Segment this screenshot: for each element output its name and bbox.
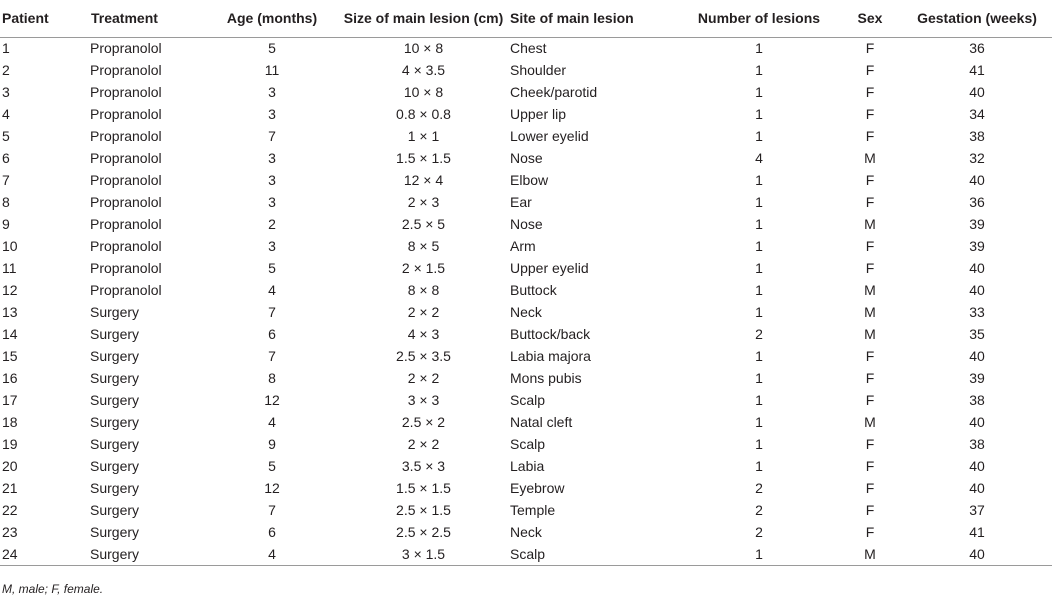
cell-site: Upper lip [510,106,567,122]
cell-age: 7 [268,348,276,364]
cell-sex: M [864,150,876,166]
header-patient: Patient [0,0,90,37]
cell-gestation: 40 [969,348,985,364]
table-row [0,125,1052,147]
cell-sex: F [865,524,875,540]
cell-size: 3 × 3 [407,392,440,408]
cell-gestation: 39 [969,238,985,254]
cell-gestation: 41 [969,62,985,78]
cell-age: 4 [268,414,276,430]
cell-treatment: Propranolol [90,216,162,232]
cell-patient: 24 [0,543,90,565]
cell-patient: 14 [2,326,18,342]
cell-sex: F [865,62,875,78]
cell-number: 1 [755,238,763,254]
cell-site: Ear [510,194,532,210]
header-gestation: Gestation (weeks) [902,0,1052,37]
cell-number: 1 [755,304,763,320]
table-footnote: M, male; F, female. [2,582,104,596]
cell-site: Nose [510,150,543,166]
cell-treatment: Propranolol [90,62,162,78]
cell-patient: 8 [2,194,10,210]
cell-treatment: Surgery [90,480,140,496]
table-row [0,235,1052,257]
cell-number: 1 [755,282,763,298]
cell-number: 2 [755,326,763,342]
cell-gestation: 32 [969,150,985,166]
cell-site: Elbow [510,172,549,188]
header-age: Age (months) [207,0,337,37]
table-row [0,433,1052,455]
cell-site: Nose [510,216,543,232]
cell-age: 3 [268,238,276,254]
cell-size: 2.5 × 1.5 [396,502,451,518]
cell-age: 5 [268,458,276,474]
cell-age: 5 [268,40,276,57]
cell-age: 6 [268,524,276,540]
cell-treatment: Surgery [90,543,207,565]
cell-patient: 6 [2,150,10,166]
cell-patient: 17 [2,392,18,408]
cell-age: 2 [268,216,276,232]
cell-site: Buttock/back [510,326,591,342]
cell-age: 5 [268,260,276,276]
cell-gestation: 38 [969,128,985,144]
cell-age: 12 [264,392,280,408]
cell-gestation: 39 [969,370,985,386]
table-row [0,389,1052,411]
header-site: Site of main lesion [510,0,680,37]
header-row [0,0,1052,37]
cell-size: 0.8 × 0.8 [396,106,451,122]
cell-patient: 5 [2,128,10,144]
table-row [0,367,1052,389]
table-row [0,411,1052,433]
cell-gestation: 38 [969,392,985,408]
cell-site: Temple [510,502,556,518]
cell-sex: F [865,370,875,386]
cell-age: 9 [268,436,276,452]
cell-sex: F [865,348,875,364]
cell-site: Buttock [510,282,557,298]
cell-age: 4 [207,543,337,565]
table-header [0,0,1052,37]
cell-site: Upper eyelid [510,260,589,276]
cell-size: 1 × 1 [407,128,440,144]
cell-age: 3 [268,150,276,166]
cell-patient: 21 [2,480,18,496]
table-row [0,191,1052,213]
cell-number: 1 [755,458,763,474]
cell-sex: F [865,172,875,188]
cell-gestation: 40 [969,414,985,430]
cell-size: 8 × 8 [407,282,440,298]
cell-number: 1 [755,436,763,452]
cell-site: Lower eyelid [510,128,589,144]
cell-number: 1 [755,172,763,188]
cell-number: 2 [755,524,763,540]
cell-site: Cheek/parotid [510,84,598,100]
cell-sex: M [864,326,876,342]
cell-number: 4 [755,150,763,166]
cell-age: 3 [268,194,276,210]
cell-size: 2.5 × 2.5 [396,524,451,540]
cell-number: 1 [755,128,763,144]
cell-gestation: 40 [969,282,985,298]
cell-treatment: Propranolol [90,128,162,144]
cell-treatment: Propranolol [90,282,162,298]
table-row [0,477,1052,499]
cell-sex: F [865,40,875,57]
cell-size: 3.5 × 3 [401,458,446,474]
cell-sex: F [865,260,875,276]
cell-sex: F [865,84,875,100]
table-row [0,323,1052,345]
header-treatment: Treatment [90,0,207,37]
cell-treatment: Surgery [90,370,140,386]
cell-patient: 2 [2,62,10,78]
cell-site: Scalp [510,436,546,452]
cell-treatment: Propranolol [90,106,162,122]
cell-size: 2.5 × 3.5 [396,348,451,364]
cell-site: Eyebrow [510,480,565,496]
cell-site: Arm [510,238,536,254]
table-row [0,455,1052,477]
cell-number: 2 [755,502,763,518]
cell-treatment: Surgery [90,436,140,452]
cell-age: 3 [268,172,276,188]
cell-gestation: 34 [969,106,985,122]
table-row [0,499,1052,521]
cell-number: 1 [755,370,763,386]
table-row [0,543,1052,565]
cell-sex: M [864,304,876,320]
cell-site: Shoulder [510,62,567,78]
cell-age: 8 [268,370,276,386]
header-sex: Sex [838,0,902,37]
cell-age: 3 [268,84,276,100]
cell-patient: 11 [2,260,17,276]
cell-gestation: 38 [969,436,985,452]
table-row [0,345,1052,367]
cell-gestation: 36 [969,194,985,210]
cell-site: Chest [510,40,547,57]
table-row [0,81,1052,103]
cell-number: 1 [755,84,763,100]
cell-patient: 9 [2,216,10,232]
cell-patient: 10 [2,238,18,254]
cell-number: 2 [755,480,763,496]
cell-treatment: Surgery [90,392,140,408]
cell-size: 2 × 1.5 [401,260,446,276]
cell-sex: F [865,194,875,210]
cell-gestation: 40 [969,172,985,188]
cell-gestation: 40 [902,543,1052,565]
cell-size: 3 × 1.5 [337,543,510,565]
cell-size: 2.5 × 5 [401,216,446,232]
cell-number: 1 [755,216,763,232]
header-number: Number of lesions [680,0,838,37]
cell-gestation: 33 [969,304,985,320]
cell-size: 4 × 3.5 [401,62,446,78]
cell-size: 2.5 × 2 [401,414,446,430]
cell-treatment: Propranolol [90,194,162,210]
cell-sex: F [865,502,875,518]
cell-sex: M [864,282,876,298]
cell-sex: F [865,458,875,474]
cell-number: 1 [755,414,763,430]
cell-size: 2 × 2 [407,304,440,320]
cell-gestation: 37 [969,502,985,518]
cell-sex: F [865,106,875,122]
cell-patient: 23 [2,524,18,540]
cell-size: 2 × 3 [407,194,440,210]
table-row [0,147,1052,169]
cell-site: Scalp [510,543,680,565]
cell-age: 12 [264,480,280,496]
cell-site: Neck [510,524,542,540]
cell-number: 1 [755,40,763,57]
cell-patient: 22 [2,502,18,518]
cell-patient: 20 [2,458,18,474]
table-row [0,213,1052,235]
cell-number: 1 [755,106,763,122]
cell-size: 1.5 × 1.5 [396,480,451,496]
table-row [0,59,1052,81]
table-row [0,257,1052,279]
cell-gestation: 39 [969,216,985,232]
cell-size: 1.5 × 1.5 [396,150,451,166]
cell-size: 10 × 8 [403,84,444,100]
cell-age: 4 [268,282,276,298]
header-size: Size of main lesion (cm) [337,0,510,37]
table-row [0,103,1052,125]
cell-sex: F [865,436,875,452]
cell-treatment: Surgery [90,326,140,342]
cell-site: Mons pubis [510,370,582,386]
cell-gestation: 40 [969,480,985,496]
cell-number: 1 [755,194,763,210]
cell-patient: 3 [2,84,10,100]
table-body [0,37,1052,565]
cell-treatment: Propranolol [90,84,162,100]
table-row [0,301,1052,323]
cell-number: 1 [680,543,838,565]
cell-sex: F [865,480,875,496]
cell-patient: 4 [2,106,10,122]
cell-size: 4 × 3 [407,326,440,342]
cell-size: 2 × 2 [407,370,440,386]
cell-site: Natal cleft [510,414,573,430]
cell-age: 6 [268,326,276,342]
cell-treatment: Propranolol [90,172,162,188]
cell-treatment: Surgery [90,524,140,540]
cell-site: Labia majora [510,348,591,364]
cell-site: Labia [510,458,545,474]
cell-site: Neck [510,304,542,320]
cell-number: 1 [755,62,763,78]
cell-treatment: Surgery [90,502,140,518]
cell-number: 1 [755,392,763,408]
cell-gestation: 40 [969,458,985,474]
cell-patient: 12 [2,282,18,298]
table-row [0,279,1052,301]
cell-treatment: Surgery [90,304,140,320]
cell-age: 7 [268,502,276,518]
cell-gestation: 36 [969,40,985,57]
cell-age: 11 [264,62,280,78]
cell-gestation: 41 [969,524,985,540]
cell-treatment: Surgery [90,458,140,474]
cell-patient: 19 [2,436,18,452]
cell-sex: F [865,238,875,254]
cell-gestation: 35 [969,326,985,342]
cell-age: 7 [268,128,276,144]
table-row [0,169,1052,191]
cell-treatment: Propranolol [90,150,162,166]
cell-gestation: 40 [969,260,985,276]
cell-sex: M [864,216,876,232]
cell-patient: 15 [2,348,18,364]
cell-size: 10 × 8 [403,40,444,57]
cell-treatment: Propranolol [90,238,162,254]
cell-size: 8 × 5 [407,238,440,254]
cell-number: 1 [755,260,763,276]
table-row [0,37,1052,59]
cell-patient: 1 [2,40,10,57]
table-row [0,521,1052,543]
cell-number: 1 [755,348,763,364]
cell-patient: 13 [2,304,18,320]
cell-treatment: Surgery [90,348,140,364]
cell-patient: 18 [2,414,18,430]
cell-size: 12 × 4 [403,172,444,188]
cell-site: Scalp [510,392,546,408]
cell-treatment: Propranolol [90,40,162,57]
cell-sex: M [864,414,876,430]
cell-patient: 7 [2,172,10,188]
cell-treatment: Propranolol [90,260,162,276]
cell-sex: F [865,128,875,144]
cell-patient: 16 [2,370,18,386]
cell-size: 2 × 2 [407,436,440,452]
cell-treatment: Surgery [90,414,140,430]
cell-gestation: 40 [969,84,985,100]
cell-sex: F [865,392,875,408]
cell-age: 7 [268,304,276,320]
cell-sex: M [838,543,902,565]
cell-age: 3 [268,106,276,122]
